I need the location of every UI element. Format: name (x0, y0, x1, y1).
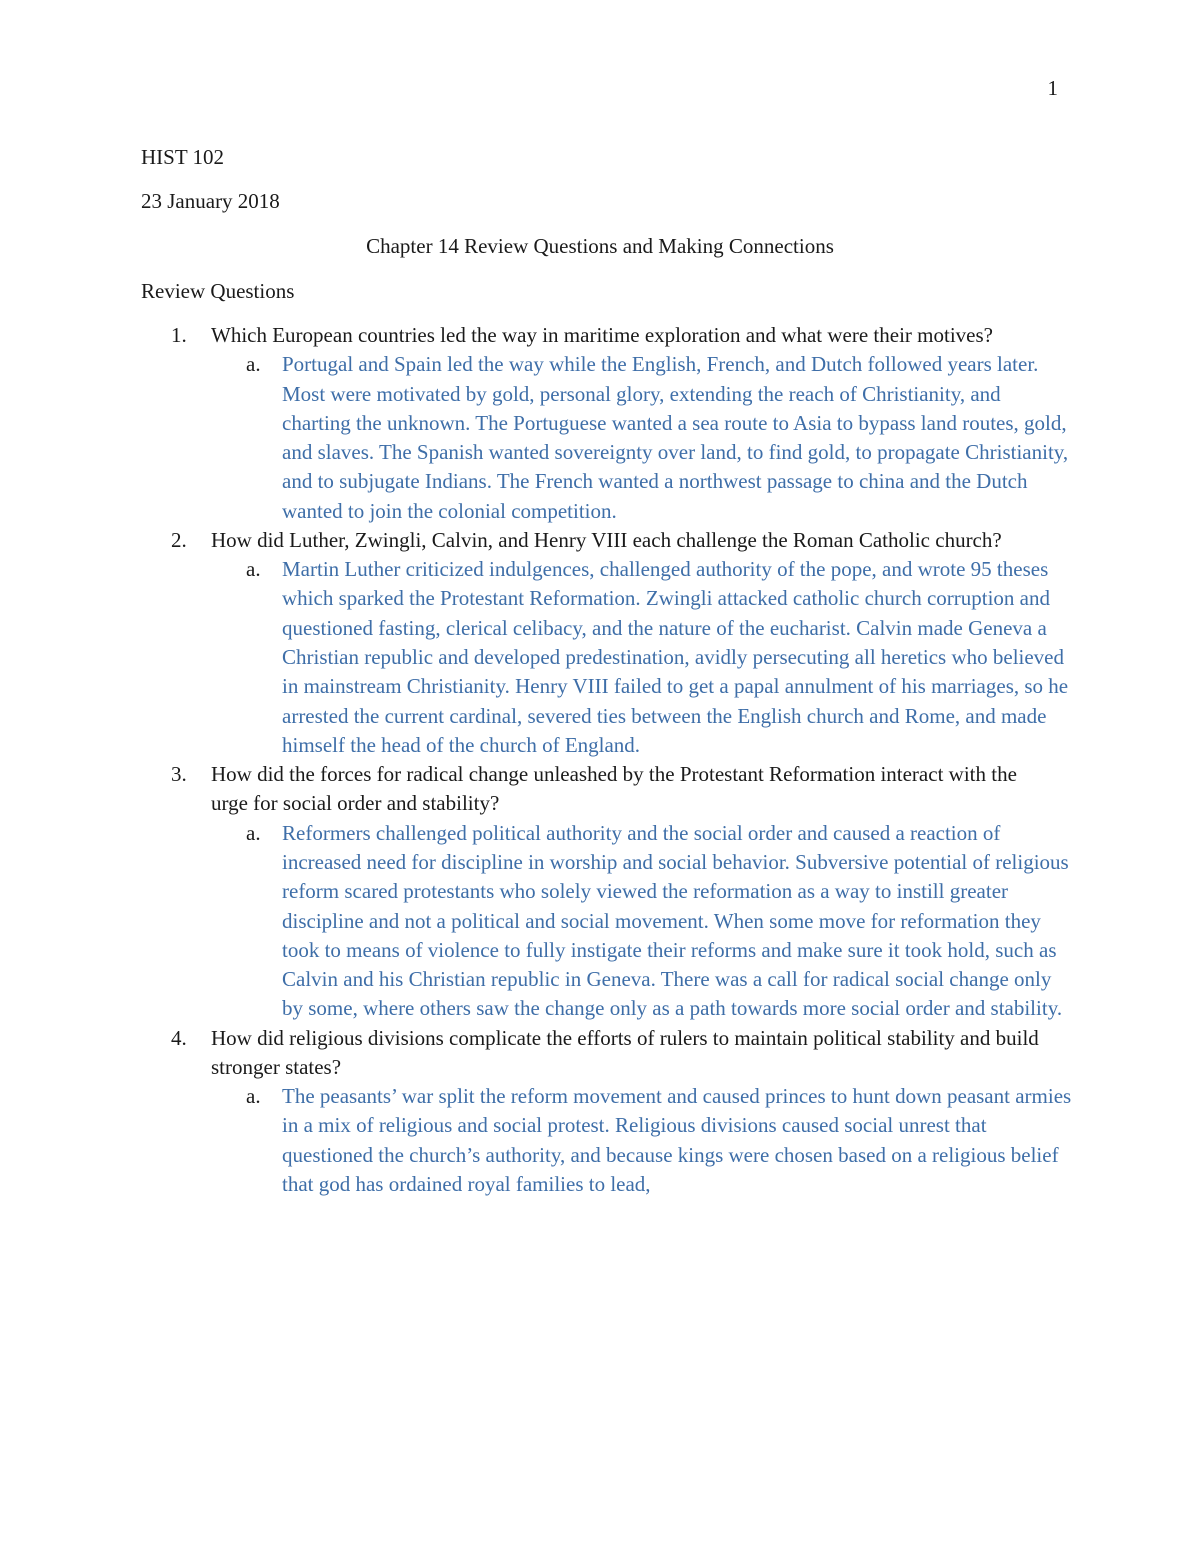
question-item-1 (0, 321, 1200, 526)
document-date: 23 January 2018 (141, 189, 280, 213)
question-number: 4. (171, 1025, 187, 1050)
question-text: How did Luther, Zwingli, Calvin, and Henry VIII each challenge the Roman Catholic church? (211, 527, 1002, 552)
answer-letter: a. (246, 820, 261, 845)
question (0, 760, 1200, 818)
question (0, 526, 1200, 555)
question-number: 2. (171, 527, 187, 552)
course-name: HIST 102 (141, 145, 225, 169)
answer-text: Reformers challenged political authority and the social order and caused a reaction of increased need for discipline in worship and social behavior. Subversive potential of religious reform scared protestants who solely viewed the reformation as a way to instill greater discipline and not a political and social movement. When some move for reformation they took to means of violence to fully instigate their reforms and make sure it took hold, such as Calvin and his Christian republic in Geneva. There was a call for radical social change only by some, where others saw the change only as a path towards more social order and stability. (282, 820, 1069, 1021)
question-number: 3. (171, 762, 187, 787)
question-text: How did religious divisions complicate the efforts of rulers to maintain political stability and build stronger states? (211, 1025, 1039, 1079)
question-text: How did the forces for radical change unleashed by the Protestant Reformation interact with the urge for social order and stability? (211, 762, 1017, 816)
question-number: 1. (171, 323, 187, 347)
page-number: 1 (1047, 76, 1058, 100)
question-item-3 (0, 760, 1200, 1023)
answer (0, 819, 1200, 1024)
answer-letter: a. (246, 352, 261, 377)
answer-text: Portugal and Spain led the way while the English, French, and Dutch followed years later. Most were motivated by gold, personal glory, extending the reach of Christianity, and charting the unknown. The Portuguese wanted a sea route to Asia to bypass land routes, gold, and slaves. The Spanish wanted sovereignty over land, to find gold, to propagate Christianity, and to subjugate Indians. The French wanted a northwest passage to china and the Dutch wanted to join the colonial competition. (282, 352, 1069, 523)
answer-text: The peasants’ war split the reform movement and caused princes to hunt down peasant armies in a mix of religious and social protest. Religious divisions caused social unrest that questioned the church’s authority, and because kings were chosen based on a religious belief that god has ordained royal families to lead, (282, 1084, 1072, 1197)
answer (0, 350, 1200, 526)
question-text: Which European countries led the way in maritime exploration and what were their motives? (211, 323, 993, 347)
answer-text: Martin Luther criticized indulgences, challenged authority of the pope, and wrote 95 theses which sparked the Protestant Reformation. Zwingli attacked catholic church corruption and questioned fasting, clerical celibacy, and the nature of the eucharist. Calvin made Geneva a Christian republic and developed predestination, avidly persecuting all heretics who believed in mainstream Christianity. Henry VIII failed to get a papal annulment of his marriages, so he arrested the current cardinal, severed ties between the English church and Rome, and made himself the head of the church of England. (282, 557, 1069, 757)
section-heading: Review Questions (141, 279, 295, 303)
answer (0, 1082, 1200, 1199)
answer-letter: a. (246, 557, 261, 582)
question (0, 321, 1200, 350)
question-item-4 (0, 1024, 1200, 1200)
review-questions-list (0, 321, 1200, 1199)
question-item-2 (0, 526, 1200, 760)
answer (0, 555, 1200, 760)
question (0, 1024, 1200, 1082)
document-title: Chapter 14 Review Questions and Making Connections (366, 234, 834, 258)
answer-letter: a. (246, 1084, 261, 1109)
